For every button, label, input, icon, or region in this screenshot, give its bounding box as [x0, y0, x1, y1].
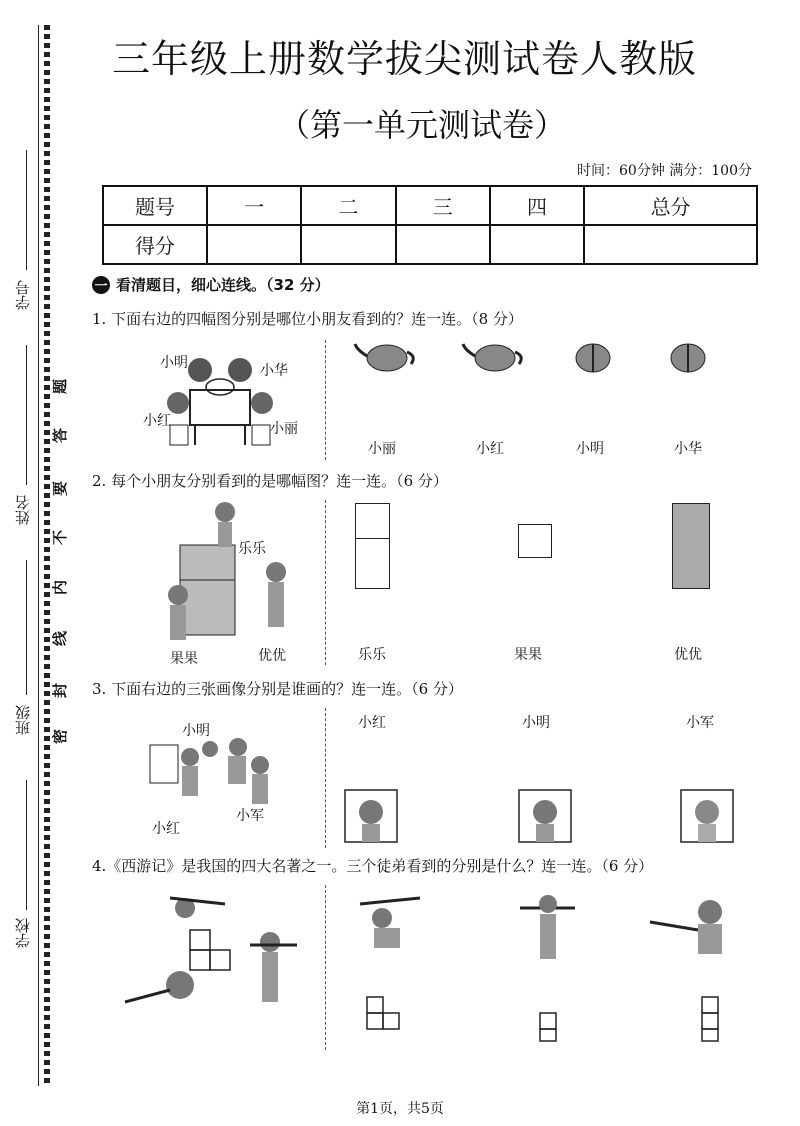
question-3-text: 3. 下面右边的三张画像分别是谁画的？连一连。（6 分）: [92, 680, 463, 698]
section-number-badge: 一: [92, 276, 110, 294]
q1-name-label: 小丽: [270, 421, 298, 437]
q3-name-label: 小军: [236, 808, 264, 824]
divider-dashed: [325, 340, 326, 460]
q2-option-label: 果果: [514, 647, 542, 663]
score-input-cell[interactable]: [207, 225, 301, 264]
question-1-text: 1. 下面右边的四幅图分别是哪位小朋友看到的？连一连。（8 分）: [92, 310, 523, 328]
seal-char: 密: [51, 728, 70, 745]
fridge-side-view: [355, 503, 390, 589]
binding-line: [38, 25, 39, 1086]
teapot-views: [355, 338, 755, 378]
score-input-cell[interactable]: [490, 225, 584, 264]
fridge-front-view: [672, 503, 710, 589]
binding-dashed-line: [44, 25, 50, 1086]
q2-name-label: 乐乐: [238, 541, 266, 557]
q3-option-label: 小军: [686, 715, 714, 731]
fridge-top-view: [518, 524, 552, 558]
divider-dashed: [325, 885, 326, 1050]
q1-name-label: 小红: [143, 413, 171, 429]
score-header-cell: 三: [396, 186, 490, 225]
q2-name-label: 优优: [258, 648, 286, 664]
question-4-text: 4.《西游记》是我国的四大名著之一。三个徒弟看到的分别是什么？连一连。（6 分）: [92, 857, 654, 875]
page-title: 三年级上册数学拔尖测试卷人教版: [112, 37, 698, 81]
seal-char: 内: [51, 579, 70, 596]
question-2-text: 2. 每个小朋友分别看到的是哪幅图？连一连。（6 分）: [92, 472, 448, 490]
q1-option-label: 小丽: [368, 441, 396, 457]
score-table: [102, 185, 758, 265]
q1-name-label: 小明: [160, 355, 188, 371]
field-name-label: 姓名: [14, 495, 32, 525]
score-header-cell: 二: [301, 186, 395, 225]
seal-char: 不: [51, 529, 70, 546]
q1-option-label: 小华: [674, 441, 702, 457]
exam-meta: 时间：60分钟 满分：100分: [577, 163, 752, 179]
score-row-label: 得分: [103, 225, 207, 264]
seal-char: 线: [51, 630, 70, 647]
q2-option-label: 乐乐: [358, 647, 386, 663]
q3-name-label: 小红: [152, 821, 180, 837]
q2-option-label: 优优: [674, 647, 702, 663]
score-input-cell[interactable]: [584, 225, 757, 264]
q2-name-label: 果果: [170, 651, 198, 667]
seal-char: 答: [51, 427, 70, 444]
score-header-cell: 四: [490, 186, 584, 225]
q1-option-label: 小红: [476, 441, 504, 457]
seal-char: 要: [51, 480, 70, 497]
field-name-line[interactable]: [26, 345, 27, 485]
fridge-children-illustration: [160, 500, 310, 665]
field-class-line[interactable]: [26, 560, 27, 695]
field-school-label: 学校: [14, 918, 32, 948]
divider-dashed: [325, 708, 326, 848]
q1-option-label: 小明: [576, 441, 604, 457]
score-header-cell: 一: [207, 186, 301, 225]
field-class-label: 班级: [14, 705, 32, 735]
section-title: 看清题目，细心连线。（32 分）: [116, 276, 330, 294]
score-input-cell[interactable]: [301, 225, 395, 264]
page-subtitle: （第一单元测试卷）: [278, 106, 567, 144]
divider-dashed: [325, 500, 326, 665]
field-school-line[interactable]: [26, 780, 27, 910]
page-footer: 第1页，共5页: [356, 1101, 444, 1117]
seal-char: 封: [51, 682, 70, 699]
block-views: [365, 995, 725, 1045]
seal-char: 题: [51, 378, 70, 395]
score-header-cell: 题号: [103, 186, 207, 225]
journey-west-scene-illustration: [125, 890, 315, 1020]
field-student-id-line[interactable]: [26, 150, 27, 270]
portrait-frames: [343, 788, 763, 848]
q3-option-label: 小红: [358, 715, 386, 731]
q1-name-label: 小华: [260, 363, 288, 379]
q3-option-label: 小明: [522, 715, 550, 731]
disciple-figures: [360, 892, 730, 962]
q3-name-label: 小明: [182, 723, 210, 739]
field-student-id-label: 学号: [14, 280, 32, 310]
score-input-cell[interactable]: [396, 225, 490, 264]
section-heading: [92, 274, 330, 295]
score-header-cell: 总分: [584, 186, 757, 225]
